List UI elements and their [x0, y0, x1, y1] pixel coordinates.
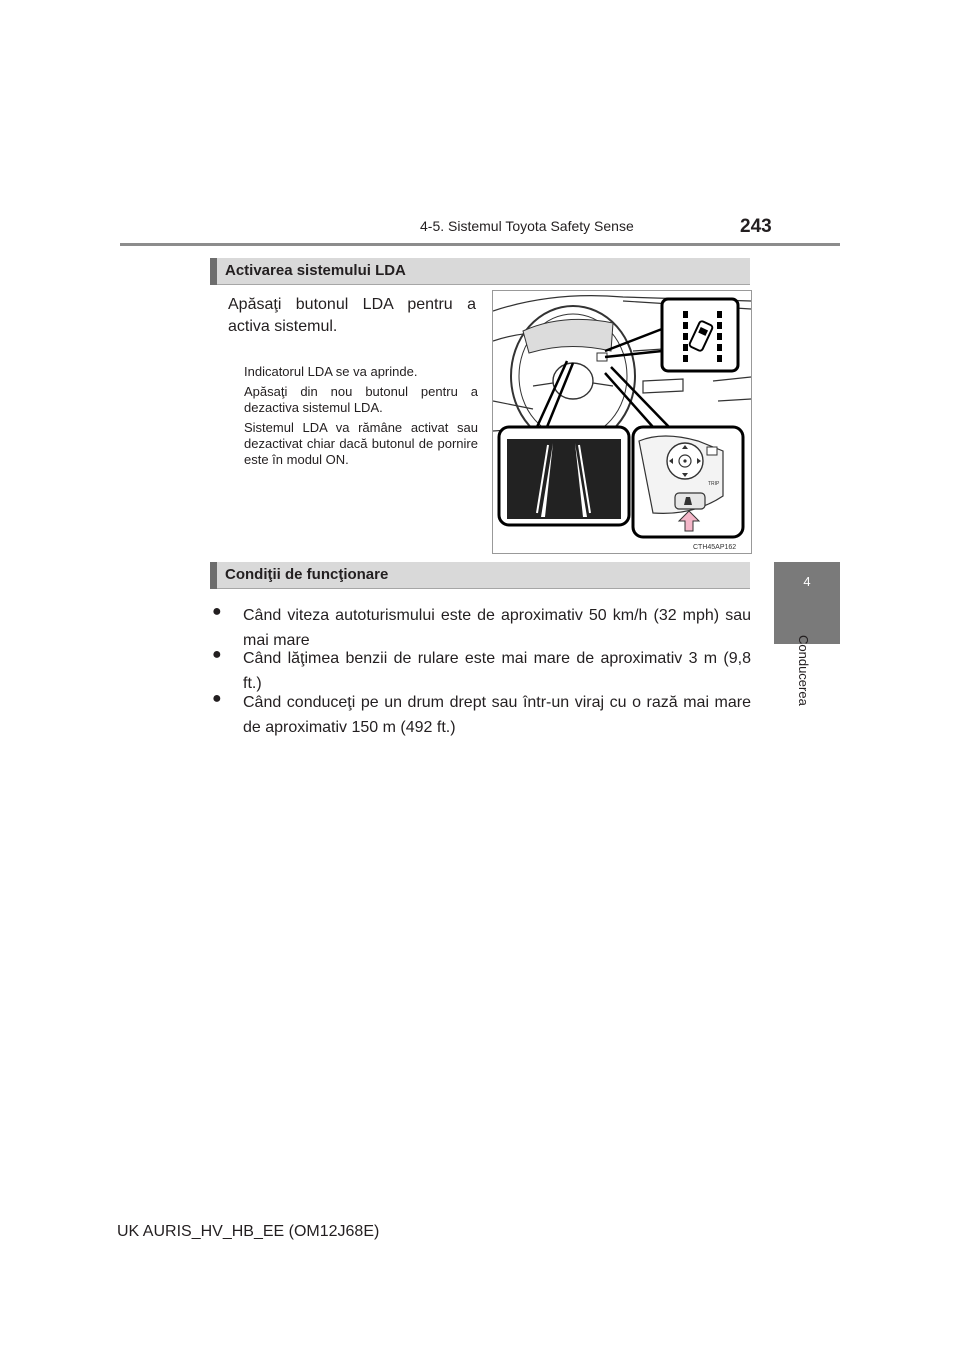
note-persistence: Sistemul LDA va rămâne activat sau dezactivat chiar dacă butonul de pornire este în modul ON. [244, 420, 478, 467]
section-heading-marker [210, 258, 217, 285]
bullet-icon: ● [212, 603, 222, 620]
list-item [212, 690, 752, 740]
header-divider [120, 243, 840, 246]
note-deactivate: Apăsaţi din nou butonul pentru a dezactiva sistemul LDA. [244, 384, 478, 415]
section-heading-marker [210, 562, 217, 589]
list-item-text: Când conduceţi pe un drum drept sau într-un viraj cu o rază mai mare de aproximativ 150 m (492 ft.) [243, 694, 751, 736]
illustration-code: CTH45AP162 [693, 544, 737, 551]
lda-illustration [492, 290, 752, 554]
list-item-text: Când viteza autoturismului este de aproximativ 50 km/h (32 mph) sau mai mare [243, 607, 751, 649]
bullet-icon: ● [212, 690, 222, 707]
note-indicator: Indicatorul LDA se va aprinde. [244, 364, 418, 379]
section-heading-activation: Activarea sistemului LDA [225, 262, 406, 279]
list-item-text: Când lăţimea benzii de rulare este mai mare de aproximativ 3 m (9,8 ft.) [243, 650, 751, 692]
instruction-line-2: activa sistemul. [228, 318, 338, 335]
section-heading-bar [210, 258, 750, 285]
list-item [212, 646, 752, 696]
header-section-title: 4-5. Sistemul Toyota Safety Sense [420, 218, 634, 234]
page-number: 243 [740, 216, 772, 237]
switch-trip-label: TRIP [708, 481, 720, 487]
section-heading-conditions: Condiţii de funcţionare [225, 566, 389, 583]
lda-illustration-svg [493, 291, 751, 553]
chapter-tab-number: 4 [803, 574, 811, 589]
instruction-line-1: Apăsaţi butonul LDA pentru a [228, 296, 476, 313]
bullet-icon: ● [212, 646, 222, 663]
chapter-tab-label: Conducerea [796, 635, 811, 706]
footer-model-code: UK AURIS_HV_HB_EE (OM12J68E) [117, 1223, 380, 1240]
section-heading-bar [210, 562, 750, 589]
